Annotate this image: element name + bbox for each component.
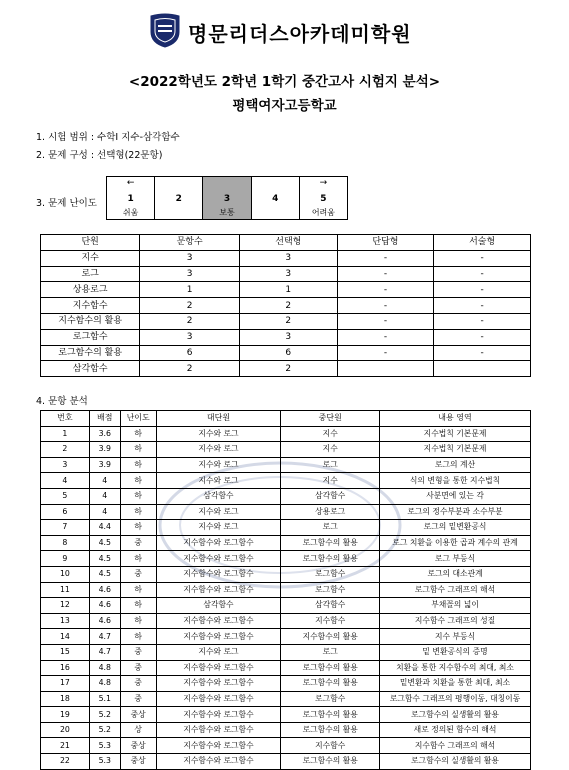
item-table-cell: 삼각함수 — [281, 598, 380, 614]
difficulty-number: 3 — [223, 194, 231, 204]
table-row — [41, 473, 531, 489]
table-row — [41, 738, 531, 754]
unit-table-cell: 3 — [239, 250, 337, 266]
item-table-cell: 13 — [41, 613, 90, 629]
item-table-cell: 4.7 — [89, 644, 120, 660]
item-table-cell: 중 — [120, 644, 156, 660]
item-table-cell: 지수함수와 로그함수 — [156, 582, 281, 598]
difficulty-caption: 어려움 — [311, 208, 335, 217]
unit-table-cell: 3 — [140, 329, 240, 345]
unit-table-header-cell: 문항수 — [140, 235, 240, 251]
item-table-cell: 로그 치환을 이용한 곱과 계수의 관계 — [380, 535, 531, 551]
item-table-header-cell: 배점 — [89, 411, 120, 427]
table-row — [41, 722, 531, 738]
difficulty-level-2 — [155, 177, 203, 219]
item-table-cell: 로그함수 — [281, 566, 380, 582]
difficulty-level-1 — [107, 177, 155, 219]
item-table-cell: 지수함수와 로그함수 — [156, 722, 281, 738]
table-row — [41, 520, 531, 536]
item-table-cell: 중 — [120, 660, 156, 676]
unit-table-cell: - — [337, 313, 434, 329]
item-table-cell: 15 — [41, 644, 90, 660]
item-table-cell: 17 — [41, 676, 90, 692]
table-row — [41, 329, 531, 345]
academy-name: 명문리더스아카데미학원 — [188, 22, 412, 46]
unit-table-cell: 2 — [239, 298, 337, 314]
unit-table-cell: - — [434, 250, 531, 266]
item-table-cell: 4.8 — [89, 676, 120, 692]
item-table-cell: 상 — [120, 722, 156, 738]
item-table-cell: 지수 — [281, 442, 380, 458]
unit-table-cell: - — [434, 329, 531, 345]
item-table-cell: 로그함수 그래프의 평행이동, 대칭이동 — [380, 691, 531, 707]
unit-table-cell: 2 — [239, 361, 337, 377]
item-table-cell: 하 — [120, 426, 156, 442]
table-row — [41, 598, 531, 614]
item-table-cell: 중상 — [120, 738, 156, 754]
item-table-cell: 2 — [41, 442, 90, 458]
item-table-cell: 로그함수의 활용 — [281, 722, 380, 738]
table-row — [41, 361, 531, 377]
unit-table-cell: - — [434, 266, 531, 282]
unit-table-cell: - — [337, 345, 434, 361]
unit-table-cell: 2 — [140, 313, 240, 329]
item-table-cell: 상용로그 — [281, 504, 380, 520]
arrow-right-icon: → — [319, 178, 328, 188]
item-table-cell: 하 — [120, 629, 156, 645]
item-table-cell: 4.7 — [89, 629, 120, 645]
item-table-cell: 지수함수와 로그함수 — [156, 660, 281, 676]
item-table-cell: 12 — [41, 598, 90, 614]
item-table-cell: 지수함수 — [281, 738, 380, 754]
item-table-cell: 로그 — [281, 457, 380, 473]
item-table-cell: 1 — [41, 426, 90, 442]
unit-table-cell: - — [337, 250, 434, 266]
unit-table-header-cell: 선택형 — [239, 235, 337, 251]
item-table-cell: 로그함수 — [281, 691, 380, 707]
item-table-cell: 지수와 로그 — [156, 473, 281, 489]
table-row — [41, 754, 531, 770]
item-table-cell: 로그함수 — [281, 582, 380, 598]
unit-table-cell: 2 — [140, 298, 240, 314]
item-table-header — [41, 411, 531, 427]
unit-table-cell: 3 — [140, 266, 240, 282]
exam-range: 1. 시험 범위 : 수학Ⅰ 지수-삼각함수 — [36, 132, 180, 143]
item-table-cell: 부채꼴의 넓이 — [380, 598, 531, 614]
item-table-cell: 하 — [120, 457, 156, 473]
item-table-cell: 삼각함수 — [156, 488, 281, 504]
item-table-cell: 지수함수와 로그함수 — [156, 738, 281, 754]
item-table-cell: 21 — [41, 738, 90, 754]
difficulty-caption: 쉬움 — [122, 208, 139, 217]
arrow-left-icon: ← — [126, 178, 135, 188]
item-table-cell: 로그 — [281, 644, 380, 660]
table-row — [41, 282, 531, 298]
item-table-cell: 5.3 — [89, 754, 120, 770]
item-table-cell: 지수함수와 로그함수 — [156, 691, 281, 707]
item-table-cell: 지수 — [281, 473, 380, 489]
item-table-cell: 지수함수와 로그함수 — [156, 535, 281, 551]
unit-table-cell: 2 — [239, 313, 337, 329]
item-table-cell: 4.5 — [89, 551, 120, 567]
difficulty-caption: 보통 — [219, 208, 235, 217]
table-row — [41, 266, 531, 282]
unit-table-cell: - — [434, 298, 531, 314]
item-table-cell: 하 — [120, 504, 156, 520]
item-table-cell: 지수함수 그래프의 해석 — [380, 738, 531, 754]
item-table-cell: 지수함수와 로그함수 — [156, 551, 281, 567]
item-table-cell: 로그 부등식 — [380, 551, 531, 567]
item-table-cell: 4.5 — [89, 535, 120, 551]
item-table-cell: 로그함수의 활용 — [281, 535, 380, 551]
item-table-cell: 3 — [41, 457, 90, 473]
question-composition: 2. 문제 구성 : 선택형(22문항) — [36, 150, 163, 161]
unit-table-header-cell: 단답형 — [337, 235, 434, 251]
unit-table-header-cell: 서술형 — [434, 235, 531, 251]
item-table-cell: 18 — [41, 691, 90, 707]
item-table-cell: 4.4 — [89, 520, 120, 536]
difficulty-level-5 — [300, 177, 347, 219]
item-table-header-cell: 중단원 — [281, 411, 380, 427]
item-table-cell: 4 — [41, 473, 90, 489]
item-table-cell: 하 — [120, 520, 156, 536]
item-table-header-cell: 번호 — [41, 411, 90, 427]
item-table-cell: 지수와 로그 — [156, 442, 281, 458]
difficulty-number: 5 — [320, 194, 327, 204]
unit-table-cell: - — [434, 282, 531, 298]
item-table-cell: 삼각함수 — [156, 598, 281, 614]
item-table-cell: 로그함수의 활용 — [281, 551, 380, 567]
difficulty-scale — [106, 176, 348, 220]
table-row — [41, 535, 531, 551]
unit-table-cell: - — [337, 329, 434, 345]
unit-table-cell: - — [337, 266, 434, 282]
item-table-cell: 식의 변형을 통한 지수법칙 — [380, 473, 531, 489]
table-row — [41, 426, 531, 442]
item-table-cell: 하 — [120, 582, 156, 598]
item-table-cell: 3.6 — [89, 426, 120, 442]
item-table-cell: 로그의 정수부분과 소수부분 — [380, 504, 531, 520]
item-table-cell: 8 — [41, 535, 90, 551]
item-table-cell: 지수법칙 기본문제 — [380, 442, 531, 458]
table-row — [41, 707, 531, 723]
item-table-cell: 하 — [120, 598, 156, 614]
unit-table-cell — [434, 361, 531, 377]
table-row — [41, 613, 531, 629]
item-table-cell: 5.2 — [89, 707, 120, 723]
unit-table-cell — [337, 361, 434, 377]
item-table-cell: 밑 변환공식의 증명 — [380, 644, 531, 660]
item-table-cell: 로그의 대소관계 — [380, 566, 531, 582]
item-table-cell: 중 — [120, 691, 156, 707]
item-analysis-label: 4. 문항 분석 — [36, 396, 88, 407]
unit-table-cell: 로그 — [41, 266, 140, 282]
item-table-cell: 4.6 — [89, 582, 120, 598]
difficulty-level-4 — [252, 177, 300, 219]
unit-table-cell: 지수 — [41, 250, 140, 266]
item-table-cell: 지수와 로그 — [156, 520, 281, 536]
unit-table-cell: 1 — [140, 282, 240, 298]
table-row — [41, 250, 531, 266]
unit-table-cell: 삼각함수 — [41, 361, 140, 377]
item-table-cell: 중상 — [120, 707, 156, 723]
item-table-cell: 로그 — [281, 520, 380, 536]
item-table-cell: 19 — [41, 707, 90, 723]
table-row — [41, 676, 531, 692]
item-table-cell: 4.5 — [89, 566, 120, 582]
item-table-cell: 중상 — [120, 754, 156, 770]
unit-table-cell: 3 — [239, 329, 337, 345]
unit-table-header-cell: 단원 — [41, 235, 140, 251]
item-table-cell: 22 — [41, 754, 90, 770]
item-table-cell: 4 — [89, 488, 120, 504]
item-table-cell: 5.2 — [89, 722, 120, 738]
item-table-cell: 하 — [120, 488, 156, 504]
unit-table-cell: - — [337, 282, 434, 298]
table-row — [41, 691, 531, 707]
item-table-header-cell: 내용 영역 — [380, 411, 531, 427]
item-table-cell: 5.3 — [89, 738, 120, 754]
academy-header — [0, 10, 569, 50]
unit-table-cell: 2 — [140, 361, 240, 377]
item-table-cell: 4.6 — [89, 613, 120, 629]
item-table-cell: 지수와 로그 — [156, 457, 281, 473]
item-table-cell: 4 — [89, 473, 120, 489]
item-table-cell: 로그함수의 활용 — [281, 676, 380, 692]
item-table-cell: 로그의 밑변환공식 — [380, 520, 531, 536]
item-table-cell: 로그함수의 활용 — [281, 660, 380, 676]
unit-table-cell: 상용로그 — [41, 282, 140, 298]
item-table-cell: 3.9 — [89, 442, 120, 458]
table-row — [41, 504, 531, 520]
difficulty-number: 2 — [175, 194, 182, 204]
table-row — [41, 488, 531, 504]
unit-table-cell: 로그함수의 활용 — [41, 345, 140, 361]
item-table-cell: 14 — [41, 629, 90, 645]
item-table-cell: 하 — [120, 442, 156, 458]
unit-table-cell: 3 — [140, 250, 240, 266]
difficulty-number: 1 — [127, 194, 134, 204]
unit-table-cell: 6 — [140, 345, 240, 361]
unit-table — [40, 234, 531, 377]
unit-table-cell: 6 — [239, 345, 337, 361]
item-table-cell: 삼각함수 — [281, 488, 380, 504]
table-row — [41, 442, 531, 458]
item-table-cell: 중 — [120, 676, 156, 692]
item-table-cell: 10 — [41, 566, 90, 582]
item-table-cell: 16 — [41, 660, 90, 676]
item-table-cell: 지수함수와 로그함수 — [156, 707, 281, 723]
unit-table-header — [41, 235, 531, 251]
unit-table-cell: - — [434, 313, 531, 329]
item-table-cell: 지수함수 — [281, 613, 380, 629]
item-table-cell: 지수함수와 로그함수 — [156, 629, 281, 645]
item-table-cell: 지수함수 그래프의 성질 — [380, 613, 531, 629]
item-table-cell: 치환을 통한 지수함수의 최대, 최소 — [380, 660, 531, 676]
table-row — [41, 660, 531, 676]
item-table-cell: 지수함수와 로그함수 — [156, 676, 281, 692]
difficulty-number: 4 — [272, 194, 279, 204]
difficulty-label: 3. 문제 난이도 — [36, 198, 97, 209]
item-table-cell: 지수함수와 로그함수 — [156, 613, 281, 629]
item-table-header-cell: 난이도 — [120, 411, 156, 427]
table-row — [41, 644, 531, 660]
item-table-cell: 새로 정의된 함수의 해석 — [380, 722, 531, 738]
item-table-cell: 11 — [41, 582, 90, 598]
item-table-cell: 지수함수와 로그함수 — [156, 754, 281, 770]
unit-table-cell: 로그함수 — [41, 329, 140, 345]
item-table-cell: 지수와 로그 — [156, 426, 281, 442]
item-table-cell: 4 — [89, 504, 120, 520]
page-title: <2022학년도 2학년 1학기 중간고사 시험지 분석> — [128, 74, 441, 90]
item-table-cell: 지수법칙 기본문제 — [380, 426, 531, 442]
table-row — [41, 551, 531, 567]
unit-table-cell: - — [337, 298, 434, 314]
item-table-cell: 로그의 계산 — [380, 457, 531, 473]
unit-table-cell: - — [434, 345, 531, 361]
table-row — [41, 582, 531, 598]
item-table-cell: 지수 — [281, 426, 380, 442]
item-table-cell: 중 — [120, 566, 156, 582]
school-name: 평택여자고등학교 — [232, 98, 337, 114]
table-row — [41, 566, 531, 582]
difficulty-level-3 — [203, 177, 251, 219]
table-row — [41, 457, 531, 473]
item-table-cell: 로그함수의 활용 — [281, 707, 380, 723]
item-table-cell: 하 — [120, 613, 156, 629]
unit-table-cell: 지수함수의 활용 — [41, 313, 140, 329]
item-table-cell: 밑변환과 치환을 통한 최대, 최소 — [380, 676, 531, 692]
item-table-cell: 3.9 — [89, 457, 120, 473]
item-table-cell: 지수와 로그 — [156, 644, 281, 660]
item-table-cell: 하 — [120, 551, 156, 567]
item-table-cell: 로그함수 그래프의 해석 — [380, 582, 531, 598]
item-table-header-cell: 대단원 — [156, 411, 281, 427]
item-table-cell: 지수와 로그 — [156, 504, 281, 520]
unit-table-cell: 지수함수 — [41, 298, 140, 314]
unit-table-cell: 1 — [239, 282, 337, 298]
item-table-cell: 4.6 — [89, 598, 120, 614]
item-table-cell: 지수함수의 활용 — [281, 629, 380, 645]
item-table-cell: 5.1 — [89, 691, 120, 707]
table-row — [41, 298, 531, 314]
item-table-cell: 사분면에 있는 각 — [380, 488, 531, 504]
item-table-cell: 7 — [41, 520, 90, 536]
table-row — [41, 313, 531, 329]
item-table-cell: 로그함수의 활용 — [281, 754, 380, 770]
item-table-cell: 6 — [41, 504, 90, 520]
item-table-cell: 4.8 — [89, 660, 120, 676]
item-table-cell: 지수 부등식 — [380, 629, 531, 645]
item-table-cell: 20 — [41, 722, 90, 738]
item-table — [40, 410, 531, 770]
item-table-cell: 하 — [120, 473, 156, 489]
item-table-cell: 중 — [120, 535, 156, 551]
item-table-cell: 로그함수의 실생활의 활용 — [380, 707, 531, 723]
item-table-cell: 5 — [41, 488, 90, 504]
item-table-cell: 지수함수와 로그함수 — [156, 566, 281, 582]
academy-crest-icon — [148, 12, 182, 48]
table-row — [41, 629, 531, 645]
item-table-cell: 9 — [41, 551, 90, 567]
item-table-cell: 로그함수의 실생활의 활용 — [380, 754, 531, 770]
table-row — [41, 345, 531, 361]
unit-table-cell: 3 — [239, 266, 337, 282]
